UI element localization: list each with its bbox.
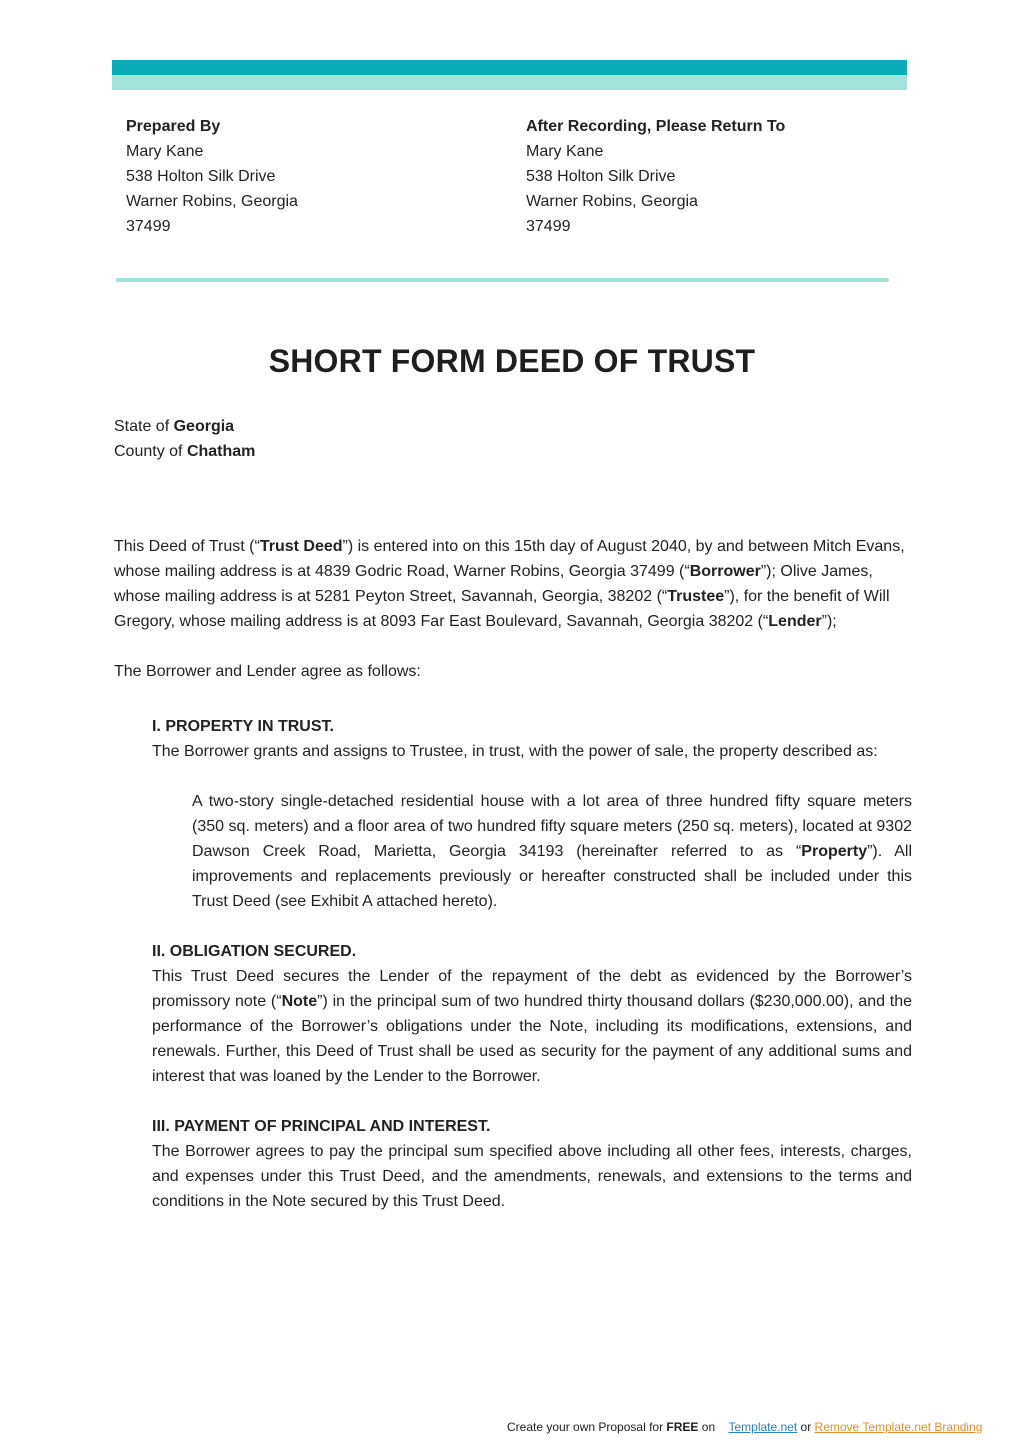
property-description: [192, 789, 912, 914]
return-to-block: [526, 114, 785, 239]
section-2-text-1: This Trust Deed secures the Lender of the repayment of the debt as evidenced by the Borrower’s promissory note (“: [152, 968, 912, 1010]
property-desc-bold: Property: [801, 843, 868, 860]
template-net-link[interactable]: Template.net: [728, 1420, 798, 1434]
header-accent-bar-light: [112, 75, 907, 90]
header-accent-bar-dark: [112, 60, 907, 75]
intro-paragraph: [114, 534, 914, 634]
prepared-by-heading: Prepared By: [126, 118, 221, 135]
remove-branding-link[interactable]: Remove Template.net Branding: [814, 1420, 983, 1434]
intro-text-1: This Deed of Trust (“: [114, 538, 260, 555]
section-2-bold-note: Note: [281, 993, 318, 1010]
prepared-by-block: [126, 114, 298, 239]
state-line: [114, 414, 514, 439]
prepared-by-street: 538 Holton Silk Drive: [126, 168, 276, 185]
return-to-city: Warner Robins, Georgia: [526, 193, 698, 210]
intro-bold-borrower: Borrower: [689, 563, 761, 580]
section-2-heading: II. OBLIGATION SECURED.: [152, 943, 357, 960]
property-desc-text-1: A two-story single-detached residential house with a lot area of three hundred fifty square meters (350 sq. meters) and a floor area of two hundred fifty square meters (250 sq. meters), located at 9302 Dawson Creek Road, Marietta, Georgia 34193 (hereinafter referred to as “: [192, 793, 912, 860]
prepared-by-name: Mary Kane: [126, 143, 204, 160]
prepared-by-city: Warner Robins, Georgia: [126, 193, 298, 210]
property-desc-text-2: ”). All improvements and replacements previously or hereafter constructed shall be included under this Trust Deed (see Exhibit A attached hereto).: [192, 843, 912, 910]
section-1-heading: I. PROPERTY IN TRUST.: [152, 718, 334, 735]
branding-footer: [507, 1419, 982, 1435]
intro-bold-lender: Lender: [768, 613, 822, 630]
intro-bold-trustee: Trustee: [667, 588, 725, 605]
intro-bold-trust-deed: Trust Deed: [259, 538, 343, 555]
intro-text-5: ”);: [821, 613, 837, 630]
section-2-body: [152, 964, 912, 1089]
prepared-by-zip: 37499: [126, 218, 171, 235]
return-to-heading: After Recording, Please Return To: [526, 118, 786, 135]
section-1-body: The Borrower grants and assigns to Trustee, in trust, with the power of sale, the property described as:: [152, 743, 878, 760]
return-to-zip: 37499: [526, 218, 571, 235]
document-title: SHORT FORM DEED OF TRUST: [268, 343, 756, 379]
intro-text-2: ”) is entered into on this 15th day of August 2040, by and between Mitch Evans, whose mailing address is at 4839 Godric Road, Warner Robins, Georgia 37499 (“: [114, 538, 905, 580]
state-label: State of: [114, 418, 174, 435]
state-value: Georgia: [173, 418, 235, 435]
divider-rule: [116, 278, 889, 282]
section-3-heading: III. PAYMENT OF PRINCIPAL AND INTEREST.: [152, 1118, 491, 1135]
intro-text-3: ”); Olive James, whose mailing address is at 5281 Peyton Street, Savannah, Georgia, 38202 (“: [114, 563, 873, 605]
county-line: [114, 439, 514, 464]
jurisdiction-block: [114, 414, 514, 464]
county-value: Chatham: [186, 443, 256, 460]
section-3-body: The Borrower agrees to pay the principal sum specified above including all other fees, interests, charges, and expenses under this Trust Deed, and the amendments, renewals, and extensions to the terms and conditions in the Note secured by this Trust Deed.: [152, 1143, 912, 1210]
county-label: County of: [114, 443, 187, 460]
section-2-text-2: ”) in the principal sum of two hundred thirty thousand dollars ($230,000.00), and the performance of the Borrower’s obligations under the Note, including its modifications, extensions, and renewals. Further, this Deed of Trust shall be used as security for the payment of any additional sums and interest that was loaned by the Lender to the Borrower.: [152, 993, 913, 1085]
footer-or: or: [797, 1420, 815, 1434]
footer-text: Create your own Proposal for: [507, 1420, 667, 1434]
return-to-name: Mary Kane: [526, 143, 604, 160]
agree-paragraph: The Borrower and Lender agree as follows:: [114, 663, 421, 680]
footer-free: FREE: [666, 1420, 699, 1434]
intro-text-4: ”), for the benefit of Will Gregory, whose mailing address is at 8093 Far East Boulevard, Savannah, Georgia 38202 (“: [114, 588, 890, 630]
return-to-street: 538 Holton Silk Drive: [526, 168, 676, 185]
footer-on: on: [698, 1420, 719, 1434]
